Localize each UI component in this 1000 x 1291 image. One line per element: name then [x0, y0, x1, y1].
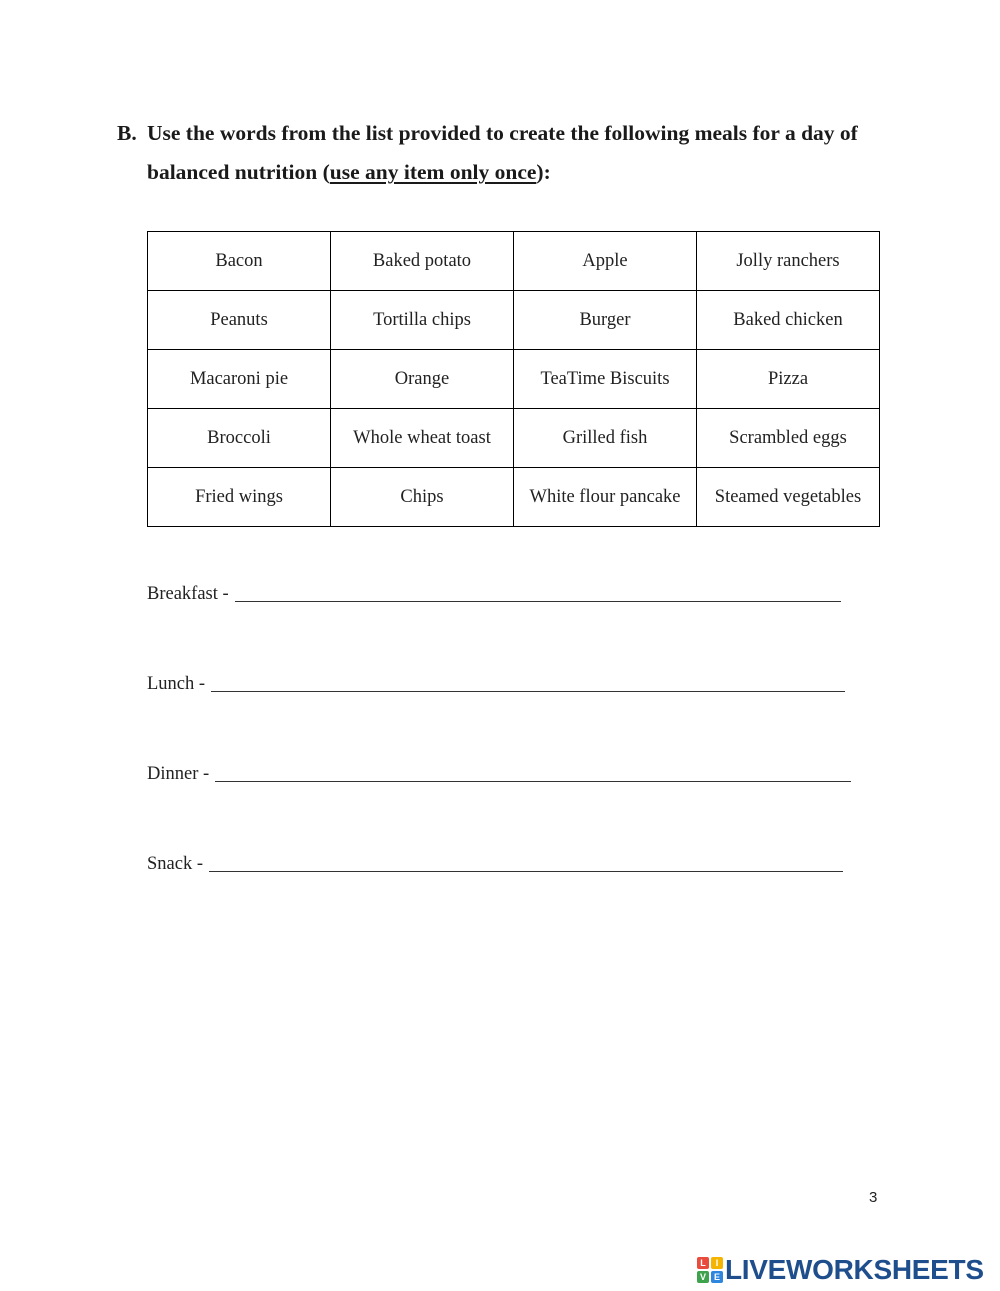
dinner-label: Dinner -: [147, 764, 210, 784]
question-text: [147, 114, 907, 192]
table-cell: Burger: [514, 291, 697, 350]
table-cell: Pizza: [697, 350, 880, 409]
table-cell: Whole wheat toast: [331, 409, 514, 468]
table-cell: Macaroni pie: [148, 350, 331, 409]
table-cell: Steamed vegetables: [697, 468, 880, 527]
question-text-after: ):: [536, 160, 551, 184]
table-cell: TeaTime Biscuits: [514, 350, 697, 409]
breakfast-answer-blank[interactable]: [235, 587, 841, 602]
question-text-underlined: use any item only once: [329, 160, 537, 184]
liveworksheets-brand: [697, 1255, 984, 1285]
table-cell: Fried wings: [148, 468, 331, 527]
breakfast-line: [147, 584, 841, 605]
table-row: [148, 350, 880, 409]
question-letter: B.: [117, 121, 137, 145]
table-row: [148, 409, 880, 468]
question-b: [117, 114, 907, 192]
logo-tile-v: V: [697, 1271, 709, 1283]
brand-name: LIVEWORKSHEETS: [725, 1254, 984, 1285]
table-cell: Tortilla chips: [331, 291, 514, 350]
table-cell: Chips: [331, 468, 514, 527]
dinner-answer-blank[interactable]: [215, 767, 851, 782]
food-word-table: [147, 231, 880, 527]
logo-tile-l: L: [697, 1257, 709, 1269]
liveworksheets-logo-icon: [697, 1257, 723, 1283]
snack-line: [147, 854, 843, 875]
breakfast-label: Breakfast -: [147, 584, 229, 604]
logo-tile-e: E: [711, 1271, 723, 1283]
dinner-line: [147, 764, 851, 785]
lunch-line: [147, 674, 845, 695]
table-row: [148, 232, 880, 291]
table-cell: Apple: [514, 232, 697, 291]
table-cell: Scrambled eggs: [697, 409, 880, 468]
table-cell: Orange: [331, 350, 514, 409]
table-cell: Jolly ranchers: [697, 232, 880, 291]
snack-label: Snack -: [147, 854, 203, 874]
lunch-answer-blank[interactable]: [211, 677, 845, 692]
table-cell: Grilled fish: [514, 409, 697, 468]
table-row: [148, 468, 880, 527]
table-cell: Peanuts: [148, 291, 331, 350]
lunch-label: Lunch -: [147, 674, 206, 694]
snack-answer-blank[interactable]: [209, 857, 843, 872]
page-number: 3: [869, 1189, 878, 1206]
table-cell: Baked potato: [331, 232, 514, 291]
table-cell: Bacon: [148, 232, 331, 291]
table-row: [148, 291, 880, 350]
question-text-before: Use the words from the list provided to create the following meals for a day of balanced nutrition (: [147, 121, 858, 184]
table-cell: Baked chicken: [697, 291, 880, 350]
logo-tile-i: I: [711, 1257, 723, 1269]
table-cell: White flour pancake: [514, 468, 697, 527]
table-cell: Broccoli: [148, 409, 331, 468]
